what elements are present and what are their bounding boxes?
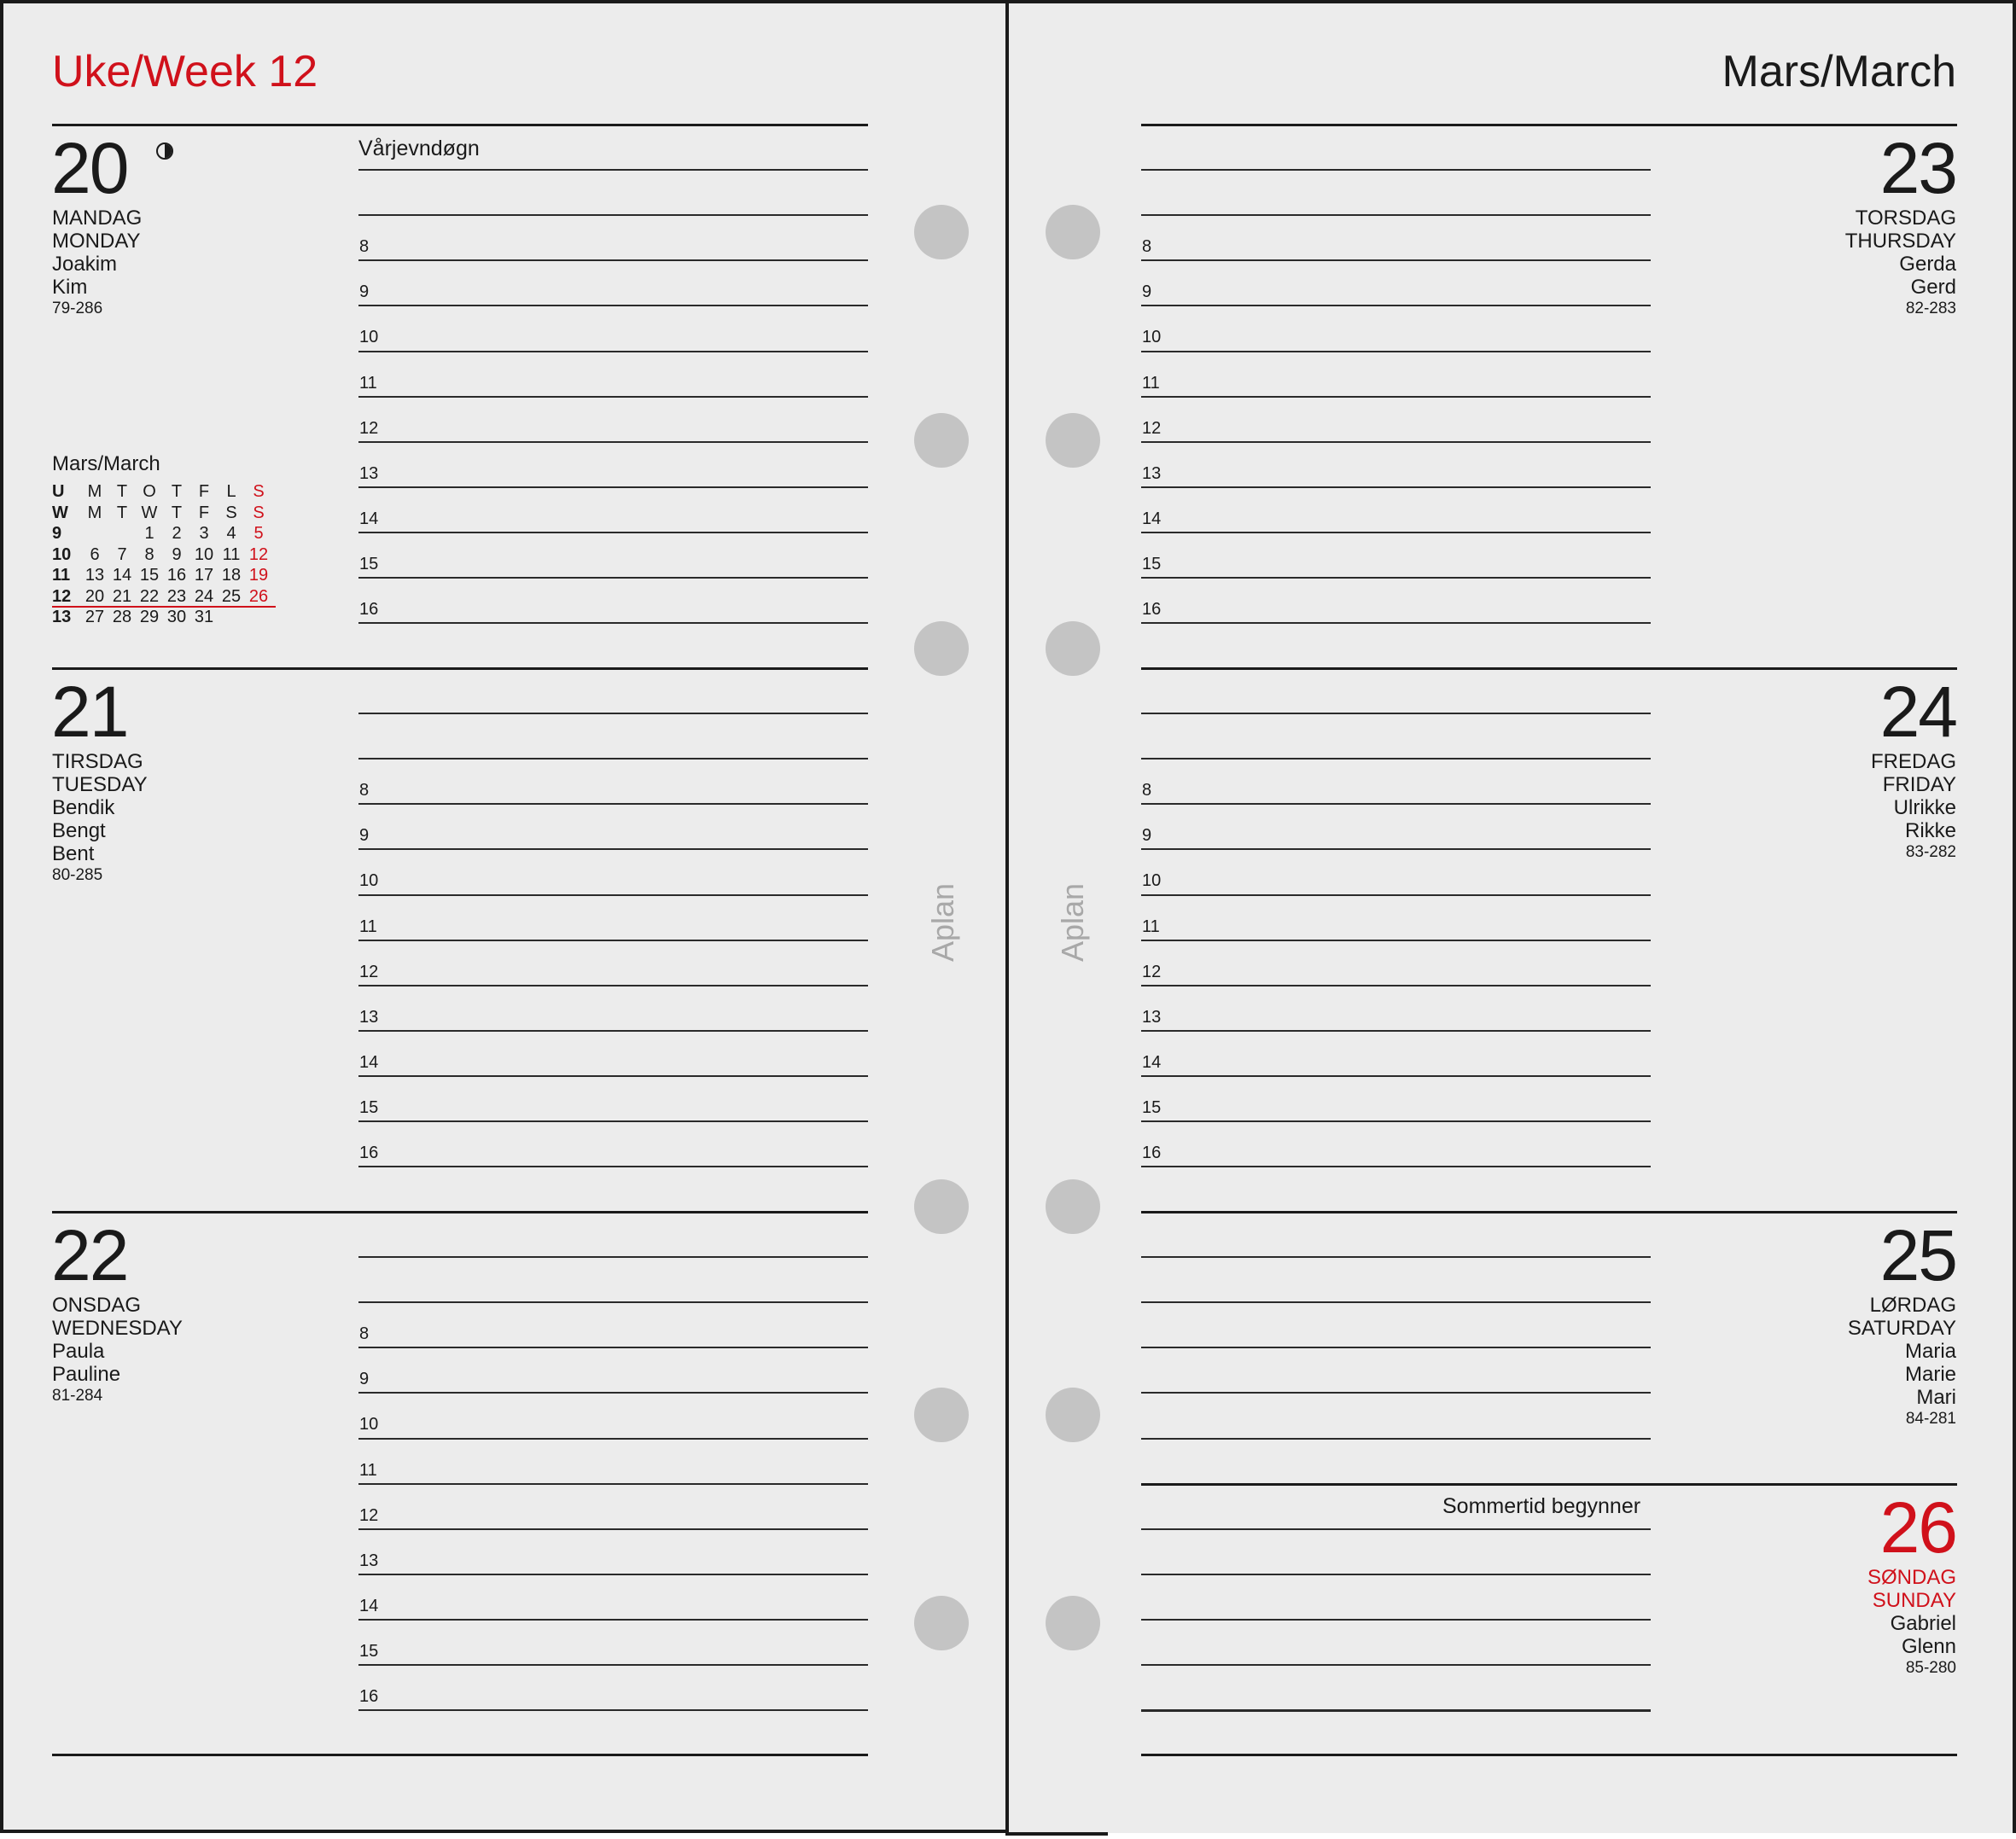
day-info: [1871, 750, 1956, 863]
schedule-line[interactable]: [1141, 1120, 1651, 1122]
schedule-line[interactable]: [358, 169, 868, 171]
mini-calendar-header: T: [116, 482, 128, 501]
mini-calendar-day: 5: [253, 524, 264, 543]
hour-label: 11: [359, 1461, 377, 1480]
mini-calendar-day: 15: [139, 566, 160, 585]
mini-calendar-header: L: [226, 482, 236, 501]
schedule-line[interactable]: [1141, 1710, 1651, 1712]
day-info: [1867, 1566, 1956, 1679]
day-of-year: 85-280: [1905, 1659, 1956, 1677]
mini-calendar-day: 16: [166, 566, 187, 585]
mini-calendar-title: Mars/March: [52, 452, 160, 475]
week-title: Uke/Week 12: [52, 47, 318, 96]
mini-calendar-day: 20: [84, 586, 105, 606]
hour-label: 13: [1142, 1008, 1162, 1027]
punch-hole: [1046, 1179, 1100, 1234]
name-day: Bengt: [52, 819, 106, 842]
hour-label: 13: [359, 1551, 379, 1570]
schedule-line[interactable]: [358, 1120, 868, 1122]
mini-calendar-header: M: [87, 503, 102, 522]
name-day: Mari: [1916, 1386, 1956, 1409]
hour-label: 14: [359, 1597, 379, 1615]
hour-label: 13: [1142, 464, 1162, 483]
schedule-line[interactable]: [1141, 713, 1651, 714]
schedule-line[interactable]: [1141, 577, 1651, 579]
mini-calendar-day: 6: [90, 544, 100, 564]
name-day: Maria: [1904, 1340, 1956, 1363]
day-info: [52, 1294, 183, 1406]
hour-label: 10: [1142, 328, 1162, 346]
day-number: 25: [1879, 1215, 1956, 1295]
month-title: Mars/March: [1722, 47, 1956, 96]
schedule-line[interactable]: [1141, 169, 1651, 171]
day-note: Sommertid begynner: [1442, 1494, 1641, 1518]
mini-calendar-header: S: [253, 503, 265, 522]
schedule-line[interactable]: [358, 1256, 868, 1258]
schedule-line[interactable]: [358, 1483, 868, 1485]
mini-calendar-day: 17: [194, 566, 214, 585]
mini-calendar-row: [52, 481, 274, 503]
schedule-line[interactable]: [1141, 214, 1651, 216]
day-separator: [52, 667, 868, 670]
mini-calendar-header: M: [87, 482, 102, 501]
mini-calendar-header: F: [198, 503, 210, 522]
hour-label: 12: [359, 1506, 379, 1525]
day-info: [1845, 207, 1956, 319]
week-number: 10: [52, 544, 72, 564]
name-day: Pauline: [52, 1363, 121, 1386]
hour-label: 15: [1142, 555, 1162, 573]
day-separator: [1141, 1754, 1957, 1756]
mini-calendar-day: 9: [172, 544, 182, 564]
day-of-year: 84-281: [1905, 1410, 1956, 1428]
hour-label: 11: [359, 374, 377, 393]
hour-label: 11: [359, 917, 377, 936]
mini-calendar-row: [52, 586, 274, 608]
schedule-line[interactable]: [358, 713, 868, 714]
mini-calendar-day: 28: [112, 608, 132, 626]
day-number: 26: [1879, 1487, 1956, 1568]
mini-calendar-day: 27: [84, 608, 105, 626]
schedule-line[interactable]: [358, 1347, 868, 1348]
mini-calendar-day: 19: [248, 566, 269, 585]
day-name-en: THURSDAY: [1844, 230, 1956, 253]
schedule-line[interactable]: [1141, 803, 1651, 805]
name-day: Ulrikke: [1893, 796, 1956, 819]
hour-label: 15: [359, 1098, 379, 1117]
name-day: Marie: [1904, 1363, 1956, 1386]
mini-calendar-day: 30: [166, 608, 187, 626]
hour-label: 12: [359, 963, 379, 981]
schedule-line[interactable]: [1141, 1438, 1651, 1440]
hour-label: 9: [359, 1370, 370, 1388]
day-of-year: 79-286: [52, 300, 103, 317]
schedule-line[interactable]: [1141, 1574, 1651, 1575]
mini-calendar-day: 3: [199, 524, 209, 543]
day-of-year: 80-285: [52, 866, 103, 884]
schedule-line[interactable]: [1141, 259, 1651, 261]
hour-label: 16: [1142, 600, 1162, 619]
day-of-year: 82-283: [1905, 300, 1956, 317]
day-name-en: SATURDAY: [1847, 1317, 1956, 1340]
hour-label: 15: [359, 1642, 379, 1661]
day-info: [52, 207, 142, 319]
day-name-en: WEDNESDAY: [52, 1317, 183, 1340]
day-name-no: LØRDAG: [1869, 1294, 1956, 1317]
hour-label: 11: [1142, 917, 1160, 936]
day-name-en: SUNDAY: [1872, 1589, 1956, 1612]
mini-calendar-day: 26: [248, 586, 269, 606]
day-number: 24: [1879, 672, 1956, 752]
hour-label: 14: [359, 509, 379, 528]
hour-label: 16: [359, 1144, 379, 1162]
week-number: 9: [52, 524, 62, 543]
schedule-line[interactable]: [358, 1664, 868, 1666]
schedule-line[interactable]: [358, 1619, 868, 1621]
schedule-line[interactable]: [1141, 848, 1651, 850]
mini-calendar-day: 29: [139, 608, 160, 626]
schedule-line[interactable]: [1141, 940, 1651, 941]
mini-calendar-row: [52, 607, 274, 628]
punch-hole: [1046, 1596, 1100, 1650]
schedule-line[interactable]: [1141, 1664, 1651, 1666]
hour-label: 8: [359, 1324, 370, 1343]
page-edge: [1005, 1832, 1108, 1836]
day-separator: [1141, 124, 1957, 126]
schedule-line[interactable]: [358, 577, 868, 579]
hour-label: 13: [359, 1008, 379, 1027]
hour-label: 16: [359, 1687, 379, 1706]
day-name-en: FRIDAY: [1882, 773, 1956, 796]
punch-hole: [914, 1179, 969, 1234]
schedule-line[interactable]: [1141, 985, 1651, 986]
hour-label: 11: [1142, 374, 1160, 393]
brand-logo: Aplan: [1055, 882, 1090, 963]
hour-label: 16: [359, 600, 379, 619]
schedule-line[interactable]: [1141, 1528, 1651, 1530]
day-of-year: 83-282: [1905, 843, 1956, 861]
mini-calendar-day: 22: [139, 586, 160, 606]
name-day: Bendik: [52, 796, 115, 819]
mini-calendar-header: O: [143, 482, 156, 501]
schedule-line[interactable]: [358, 1574, 868, 1575]
name-day: Gabriel: [1890, 1612, 1956, 1635]
name-day: Gerd: [1910, 276, 1956, 299]
day-note: Vårjevndøgn: [358, 137, 480, 160]
day-info: [52, 750, 148, 886]
mini-calendar-day: 14: [112, 566, 132, 585]
hour-label: 10: [359, 328, 379, 346]
mini-calendar-day: 23: [166, 586, 187, 606]
week-number: 12: [52, 586, 72, 606]
hour-label: 8: [359, 781, 370, 800]
schedule-line[interactable]: [358, 1301, 868, 1303]
mini-calendar-header: T: [171, 503, 183, 522]
schedule-line[interactable]: [1141, 1256, 1651, 1258]
name-day: Kim: [52, 276, 88, 299]
schedule-line[interactable]: [358, 894, 868, 896]
punch-hole: [1046, 1388, 1100, 1442]
schedule-line[interactable]: [1141, 1166, 1651, 1167]
day-name-en: MONDAY: [52, 230, 141, 253]
mini-calendar-header: U: [52, 482, 65, 501]
schedule-line[interactable]: [358, 532, 868, 533]
day-separator: [52, 1754, 868, 1756]
mini-calendar-day: 13: [84, 566, 105, 585]
schedule-line[interactable]: [358, 985, 868, 986]
schedule-line[interactable]: [1141, 1392, 1651, 1394]
schedule-line[interactable]: [1141, 1030, 1651, 1032]
mini-calendar-row: [52, 503, 274, 524]
day-name-no: TIRSDAG: [52, 750, 143, 773]
schedule-line[interactable]: [358, 1166, 868, 1167]
day-separator: [1141, 1211, 1957, 1213]
mini-calendar-header: W: [52, 503, 68, 522]
mini-calendar-day: 7: [117, 544, 127, 564]
hour-label: 8: [1142, 237, 1152, 256]
punch-hole: [914, 1596, 969, 1650]
week-number: 13: [52, 608, 72, 626]
schedule-line[interactable]: [358, 940, 868, 941]
mini-calendar-day: 31: [194, 608, 214, 626]
day-name-no: MANDAG: [52, 207, 143, 230]
mini-calendar-header: W: [141, 503, 158, 522]
day-of-year: 81-284: [52, 1387, 103, 1405]
brand-logo: Aplan: [925, 882, 960, 963]
schedule-line[interactable]: [358, 441, 868, 443]
hour-label: 14: [1142, 1053, 1162, 1072]
hour-label: 15: [359, 555, 379, 573]
hour-label: 13: [359, 464, 379, 483]
schedule-line[interactable]: [1141, 758, 1651, 759]
schedule-line[interactable]: [1141, 1619, 1651, 1621]
week-number: 11: [52, 566, 71, 585]
punch-hole: [1046, 205, 1100, 259]
schedule-line[interactable]: [1141, 305, 1651, 306]
hour-label: 15: [1142, 1098, 1162, 1117]
day-number: 23: [1879, 128, 1956, 208]
schedule-line[interactable]: [1141, 486, 1651, 488]
mini-calendar-day: 2: [172, 524, 182, 543]
schedule-line[interactable]: [358, 1528, 868, 1530]
mini-calendar-day: 24: [194, 586, 214, 606]
day-name-no: SØNDAG: [1867, 1566, 1956, 1589]
half-moon-icon: [156, 143, 173, 160]
mini-calendar-day: 4: [226, 524, 236, 543]
hour-label: 9: [359, 826, 370, 845]
mini-calendar-header: F: [198, 482, 210, 501]
hour-label: 9: [1142, 826, 1152, 845]
schedule-line[interactable]: [1141, 532, 1651, 533]
schedule-line[interactable]: [358, 622, 868, 624]
schedule-line[interactable]: [358, 214, 868, 216]
schedule-line[interactable]: [358, 1438, 868, 1440]
punch-hole: [914, 413, 969, 468]
mini-calendar-row: [52, 565, 274, 586]
day-name-no: TORSDAG: [1855, 207, 1956, 230]
punch-hole: [914, 205, 969, 259]
hour-label: 14: [1142, 509, 1162, 528]
hour-label: 8: [359, 237, 370, 256]
schedule-line[interactable]: [1141, 1301, 1651, 1303]
name-day: Rikke: [1904, 819, 1956, 842]
schedule-line[interactable]: [358, 396, 868, 398]
mini-calendar-day: 18: [221, 566, 242, 585]
hour-label: 14: [359, 1053, 379, 1072]
name-day: Paula: [52, 1340, 105, 1363]
schedule-line[interactable]: [358, 259, 868, 261]
schedule-line[interactable]: [358, 305, 868, 306]
hour-label: 10: [359, 871, 379, 890]
day-separator: [52, 124, 868, 126]
schedule-line[interactable]: [358, 1709, 868, 1711]
mini-calendar: [52, 452, 274, 628]
hour-label: 10: [1142, 871, 1162, 890]
hour-label: 10: [359, 1415, 379, 1434]
schedule-line[interactable]: [358, 848, 868, 850]
mini-calendar-row: [52, 544, 274, 566]
day-name-no: ONSDAG: [52, 1294, 142, 1317]
schedule-line[interactable]: [1141, 351, 1651, 352]
schedule-line[interactable]: [358, 1030, 868, 1032]
punch-hole: [1046, 621, 1100, 676]
mini-calendar-day: 10: [194, 544, 214, 564]
hour-label: 12: [359, 419, 379, 438]
day-separator: [1141, 667, 1957, 670]
schedule-line[interactable]: [358, 486, 868, 488]
hour-label: 9: [1142, 282, 1152, 301]
hour-label: 12: [1142, 963, 1162, 981]
mini-calendar-day: 8: [144, 544, 154, 564]
hour-label: 16: [1142, 1144, 1162, 1162]
schedule-line[interactable]: [358, 803, 868, 805]
day-separator: [1141, 1483, 1957, 1486]
name-day: Joakim: [52, 253, 118, 276]
schedule-line[interactable]: [1141, 622, 1651, 624]
name-day: Bent: [52, 842, 95, 865]
mini-calendar-day: 1: [144, 524, 154, 543]
day-separator: [52, 1211, 868, 1213]
hour-label: 9: [359, 282, 370, 301]
day-info: [1848, 1294, 1956, 1429]
punch-hole: [914, 1388, 969, 1442]
hour-label: 12: [1142, 419, 1162, 438]
schedule-line[interactable]: [358, 1392, 868, 1394]
schedule-line[interactable]: [358, 1075, 868, 1077]
day-name-no: FREDAG: [1870, 750, 1956, 773]
schedule-line[interactable]: [1141, 894, 1651, 896]
day-name-en: TUESDAY: [52, 773, 148, 796]
left-page: [0, 0, 1009, 1833]
punch-hole: [914, 621, 969, 676]
schedule-line[interactable]: [358, 351, 868, 352]
day-number: 20: [51, 128, 128, 208]
mini-calendar-day: 25: [221, 586, 242, 606]
mini-calendar-day: 12: [248, 544, 269, 564]
mini-calendar-header: T: [116, 503, 128, 522]
punch-hole: [1046, 413, 1100, 468]
mini-calendar-day: 11: [222, 544, 241, 564]
day-number: 21: [51, 672, 128, 752]
mini-calendar-day: 21: [112, 586, 132, 606]
schedule-line[interactable]: [1141, 1075, 1651, 1077]
name-day: Glenn: [1901, 1635, 1956, 1658]
schedule-line[interactable]: [1141, 396, 1651, 398]
schedule-line[interactable]: [358, 758, 868, 759]
day-number: 22: [51, 1215, 128, 1295]
mini-calendar-header: S: [253, 482, 265, 501]
schedule-line[interactable]: [1141, 1347, 1651, 1348]
hour-label: 8: [1142, 781, 1152, 800]
mini-calendar-header: T: [171, 482, 183, 501]
name-day: Gerda: [1899, 253, 1956, 276]
mini-calendar-header: S: [225, 503, 237, 522]
mini-calendar-row: [52, 523, 274, 544]
schedule-line[interactable]: [1141, 441, 1651, 443]
